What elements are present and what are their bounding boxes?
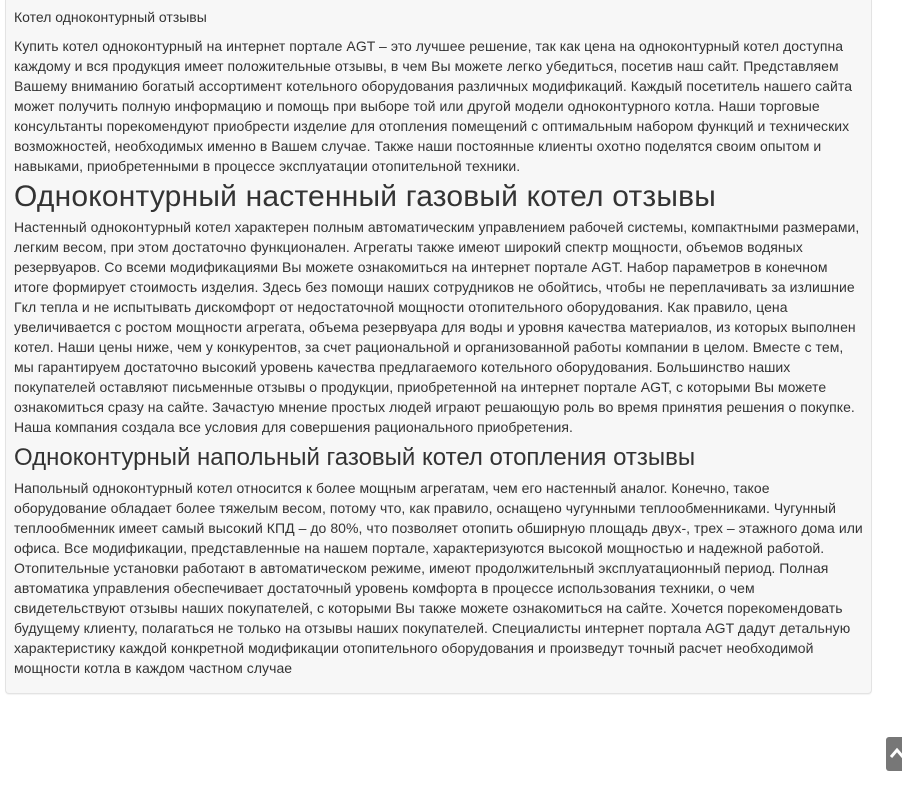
section-heading-floor-standing: Одноконтурный напольный газовый котел отопления отзывы: [14, 444, 696, 471]
section-heading-wall-mounted: Одноконтурный настенный газовый котел отзывы: [14, 180, 717, 213]
chevron-up-icon: [890, 747, 902, 761]
section-text-wall-mounted: Настенный одноконтурный котел характерен полным автоматическим управлением рабочей системы, компактными размерами, легким весом, при этом достаточно функционален. Агрегаты также имеют широкий спектр мощности, объемов водяных резервуаров. Со всеми модификациями Вы можете ознакомиться на интернет портале AGT. Набор параметров в конечном итоге формирует стоимость изделия. Здесь без помощи наших сотрудников не обойтись, чтобы не переплачивать за излишние Гкл тепла и не испытывать дискомфорт от недостаточной мощности отопительного оборудования. Как правило, цена увеличивается с ростом мощности агрегата, объема резервуара для воды и уровня качества материалов, из которых выполнен котел. Наши цены ниже, чем у конкурентов, за счет рациональной и организованной работы компании в целом. Вместе с тем, мы гарантируем достаточно высокий уровень качества предлагаемого котельного оборудования. Большинство наших покупателей оставляют письменные отзывы о продукции, приобретенной на интернет портале AGT, с которыми Вы можете ознакомиться сразу на сайте. Зачастую мнение простых людей играют решающую роль во время принятия решения о покупке. Наша компания создала все условия для совершения рационального приобретения.: [14, 219, 860, 435]
article-title: Котел одноконтурный отзывы: [14, 9, 207, 25]
scroll-to-top-button[interactable]: [886, 737, 902, 771]
article-panel: [5, 0, 872, 694]
intro-paragraph: Купить котел одноконтурный на интернет портале AGT – это лучшее решение, так как цена на одноконтурный котел доступна каждому и вся продукция имеет положительные отзывы, в чем Вы можете легко убедиться, посетив наш сайт. Представляем Вашему вниманию богатый ассортимент котельного оборудования различных модификаций. Каждый посетитель нашего сайта может получить полную информацию и помощь при выборе той или другой модели одноконтурного котла. Наши торговые консультанты порекомендуют приобрести изделие для отопления помещений с оптимальным набором функций и технических возможностей, необходимых именно в Вашем случае. Также наши постоянные клиенты охотно поделятся своим опытом и навыками, приобретенными в процессе эксплуатации отопительной техники.: [14, 38, 853, 174]
section-text-floor-standing: Напольный одноконтурный котел относится к более мощным агрегатам, чем его настенный аналог. Конечно, такое оборудование обладает более тяжелым весом, потому что, как правило, оснащено чугунными теплообменниками. Чугунный теплообменник имеет самый высокий КПД – до 80%, что позволяет отопить обширную площадь двух-, трех – этажного дома или офиса. Все модификации, представленные на нашем портале, характеризуются высокой мощностью и надежной работой. Отопительные установки работают в автоматическом режиме, имеют продолжительный эксплуатационный период. Полная автоматика управления обеспечивает достаточный уровень комфорта в процессе использования техники, о чем свидетельствуют отзывы наших покупателей, с которыми Вы также можете ознакомиться на сайте. Хочется порекомендовать будущему клиенту, полагаться не только на отзывы наших покупателей. Специалисты интернет портала AGT дадут детальную характеристику каждой конкретной модификации отопительного оборудования и произведут точный расчет необходимой мощности котла в каждом частном случае: [14, 480, 863, 676]
